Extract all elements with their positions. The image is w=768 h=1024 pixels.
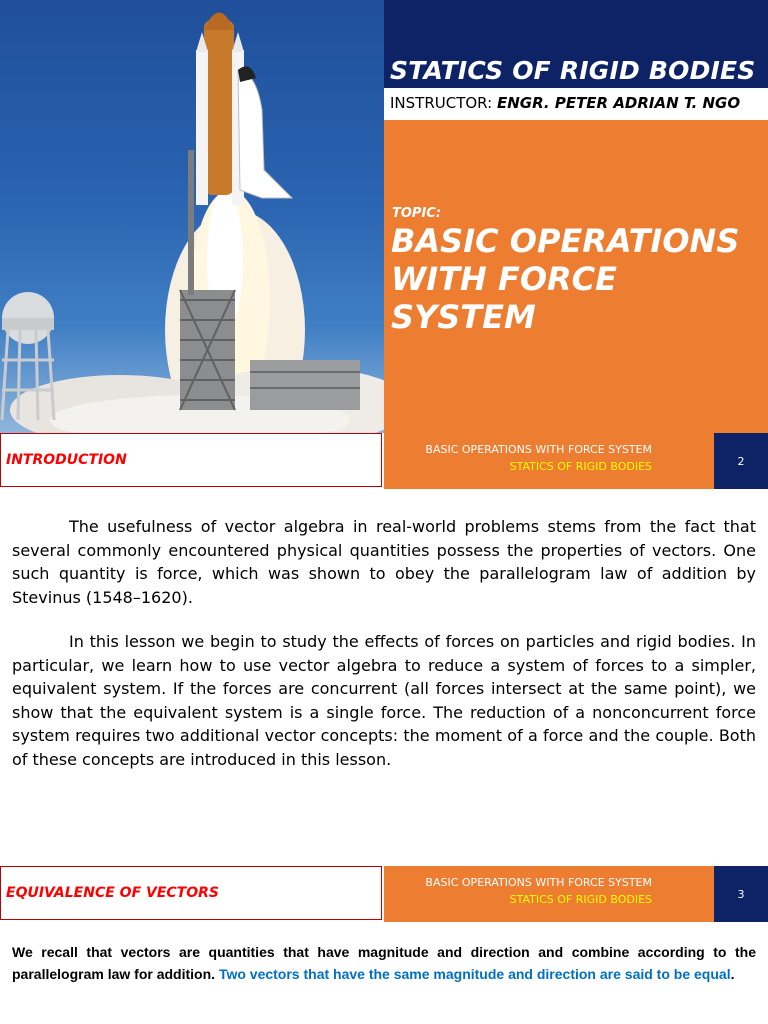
- topic-title: [391, 222, 766, 336]
- topic-title-line1: BASIC OPERATIONS: [391, 222, 740, 260]
- intro-paragraph-2-text: In this lesson we begin to study the effects of forces on particles and rigid bodies. In particular, we learn how to use vector algebra to reduce a system of forces to a simpler, equivalent system. If the forces are concurrent (all forces intersect at the same point), we show that the equivalent system is a single force. The reduction of a nonconcurrent force system requires two additional vector concepts: the moment of a force and the couple. Both of these concepts are introduced in this lesson.: [12, 632, 756, 769]
- intro-paragraph-1-text: The usefulness of vector algebra in real-world problems stems from the fact that several commonly encountered physical quantities possess the properties of vectors. One such quantity is force, which was shown to obey the parallelogram law of addition by Stevinus (1548–1620).: [12, 517, 756, 607]
- slide-header-equivalence: [0, 866, 768, 922]
- section-title: INTRODUCTION: [6, 452, 127, 468]
- intro-paragraph-2: [12, 630, 756, 771]
- header-course-box: [384, 433, 714, 489]
- header-topic: BASIC OPERATIONS WITH FORCE SYSTEM: [425, 876, 652, 889]
- course-title: STATICS OF RIGID BODIES: [390, 56, 756, 85]
- page-number: 3: [714, 866, 768, 922]
- equivalence-paragraph: [12, 942, 756, 985]
- section-title-box: [0, 433, 382, 487]
- instructor-line: [390, 94, 740, 112]
- instructor-label: INSTRUCTOR:: [390, 94, 497, 112]
- equivalence-text-start: We recall that vectors are quantities that have magnitude and direction and combine according to the parallelogram law for addition.: [12, 944, 756, 982]
- intro-paragraph-1: [12, 515, 756, 609]
- shuttle-launch-illustration: [0, 0, 384, 433]
- section-title-box: [0, 866, 382, 920]
- equivalence-definition: Two vectors that have the same magnitude and direction are said to be equal: [218, 965, 731, 982]
- slide-header-introduction: [0, 433, 768, 489]
- equivalence-text-end: .: [730, 965, 735, 982]
- header-course: STATICS OF RIGID BODIES: [509, 893, 652, 906]
- topic-title-line2: WITH FORCE SYSTEM: [391, 260, 617, 336]
- shuttle-launch-photo: [0, 0, 384, 433]
- header-course: STATICS OF RIGID BODIES: [509, 460, 652, 473]
- instructor-name: ENGR. PETER ADRIAN T. NGO: [496, 94, 741, 112]
- page-number: 2: [714, 433, 768, 489]
- header-course-box: [384, 866, 714, 922]
- header-topic: BASIC OPERATIONS WITH FORCE SYSTEM: [425, 443, 652, 456]
- section-title: EQUIVALENCE OF VECTORS: [6, 885, 220, 901]
- topic-label: TOPIC:: [392, 206, 442, 221]
